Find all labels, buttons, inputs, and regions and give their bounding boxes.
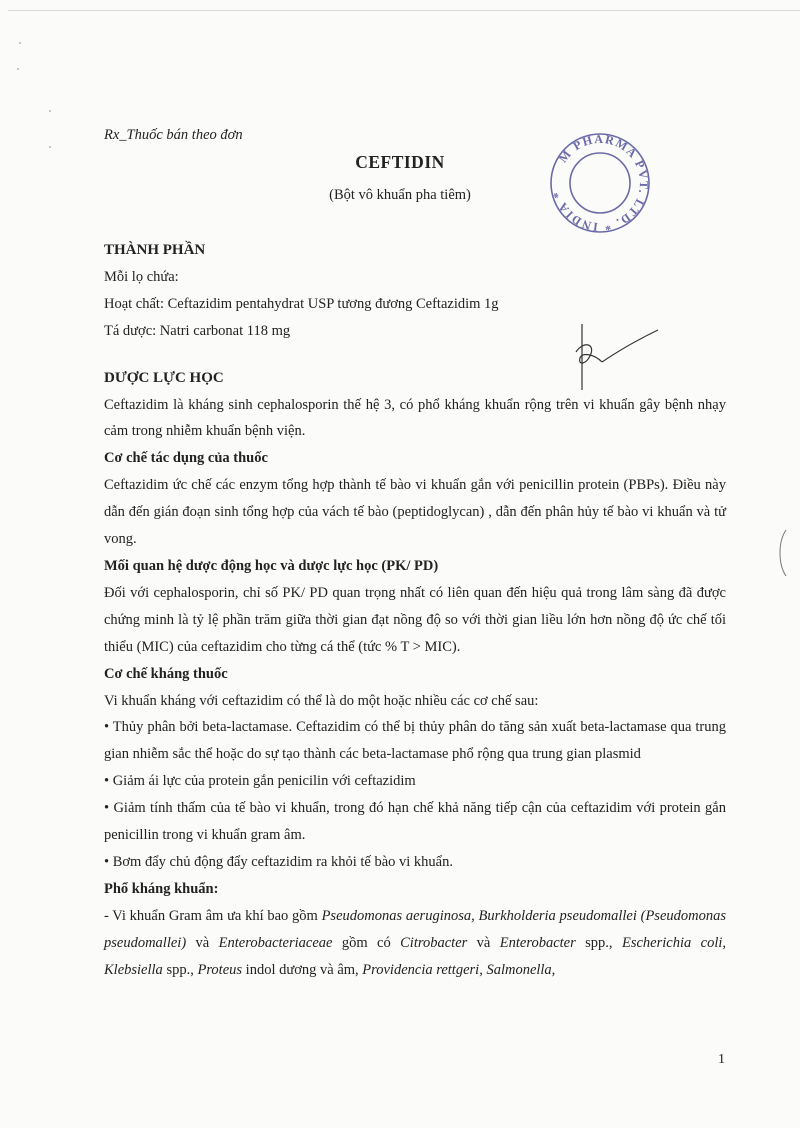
scan-speck <box>49 110 51 112</box>
organism-name: Enterobacter <box>499 934 576 951</box>
spectrum-text-part: spp., <box>162 961 198 978</box>
organism-name: Pseudomonas aeruginosa, Burkholderia pseudomallei (Pseudomonas pseudomallei) <box>104 907 726 951</box>
page-edge-mark <box>774 528 790 578</box>
pharmacodynamics-intro: Ceftazidim là kháng sinh cephalosporin thế hệ 3, có phổ kháng khuẩn rộng trên vi khuẩn gây bệnh nhạy cảm trong nhiễm khuẩn bệnh viện. <box>104 396 726 440</box>
organism-name: Providencia rettgeri, Salmonella, <box>362 961 556 978</box>
resistance-item: • Giảm ái lực của protein gắn penicilin với ceftazidim <box>104 773 416 790</box>
prescription-label: Rx_Thuốc bán theo đơn <box>104 127 243 143</box>
composition-line: Tá dược: Natri carbonat 118 mg <box>104 322 291 339</box>
spectrum-text-part: - Vi khuẩn Gram âm ưa khí bao gồm <box>104 907 322 924</box>
organism-name: Citrobacter <box>400 934 468 951</box>
spectrum-text-part: spp., <box>575 934 622 951</box>
section-gap <box>104 345 726 365</box>
spectrum-text-part: gồm có <box>332 934 401 951</box>
organism-name: Enterobacteriaceae <box>218 934 333 951</box>
spectrum-text-part: và <box>467 934 500 951</box>
subheading-spectrum: Phổ kháng khuẩn: <box>104 880 219 897</box>
organism-name: Escherichia coli, Klebsiella <box>104 934 726 978</box>
composition-line: Mỗi lọ chứa: <box>104 268 179 285</box>
organism-name: Proteus <box>197 961 243 978</box>
scan-speck <box>17 68 19 70</box>
spectrum-text <box>104 903 726 984</box>
scan-speck <box>19 42 21 44</box>
stamp-text: M PHARMA PVT. LTD. * INDIA * <box>549 131 652 235</box>
page-top-border <box>8 10 800 11</box>
mechanism-text: Ceftazidim ức chế các enzym tổng hợp thành tế bào vi khuẩn gắn với penicillin protein (PBPs). Điều này dẫn đến gián đoạn sinh tổng hợp của vách tế bào (peptidoglycan) , dẫn đến phân hủy tế bào vi khuẩn và tử vong. <box>104 477 726 548</box>
resistance-item: • Thủy phân bởi beta-lactamase. Ceftazidim có thể bị thủy phân do tăng sản xuất beta-lactamase qua trung gian nhiễm sắc thể hoặc do sự tạo thành các beta-lactamase phổ rộng qua trung gian plasmid <box>104 719 726 763</box>
drug-title: CEFTIDIN <box>355 152 445 172</box>
subheading-resistance: Cơ chế kháng thuốc <box>104 665 228 682</box>
subheading-pkpd: Mối quan hệ dược động học và dược lực học (PK/ PD) <box>104 557 439 574</box>
spectrum-text-part: và <box>186 934 219 951</box>
document-body <box>104 237 726 983</box>
subheading-mechanism: Cơ chế tác dụng của thuốc <box>104 450 268 467</box>
resistance-item: • Bơm đẩy chủ động đẩy ceftazidim ra khỏi tế bào vi khuẩn. <box>104 853 453 870</box>
section-heading-pharmacodynamics: DƯỢC LỰC HỌC <box>104 369 224 386</box>
section-heading-composition: THÀNH PHẦN <box>104 242 206 258</box>
pkpd-text: Đối với cephalosporin, chỉ số PK/ PD quan trọng nhất có liên quan đến hiệu quả trong lâm sàng đã được chứng minh là tỷ lệ phần trăm giữa thời gian đạt nồng độ so với thời gian liều lớn hơn nồng độ ức chế tối thiểu (MIC) của ceftazidim cho từng cá thể (tức % T > MIC). <box>104 584 726 655</box>
resistance-item: • Giảm tính thấm của tế bào vi khuẩn, trong đó hạn chế khả năng tiếp cận của ceftazidim với protein gắn penicillin trong vi khuẩn gram âm. <box>104 800 726 844</box>
drug-subtitle: (Bột vô khuẩn pha tiêm) <box>329 187 471 203</box>
scan-speck <box>49 146 51 148</box>
resistance-intro: Vi khuẩn kháng với ceftazidim có thể là do một hoặc nhiều các cơ chế sau: <box>104 692 539 709</box>
page-number: 1 <box>718 1052 725 1067</box>
composition-line: Hoạt chất: Ceftazidim pentahydrat USP tương đương Ceftazidim 1g <box>104 295 499 312</box>
svg-text:M PHARMA PVT. LTD. * INDIA * <box>550 132 651 234</box>
company-stamp <box>540 128 660 238</box>
spectrum-text-part: indol dương và âm, <box>242 961 363 978</box>
